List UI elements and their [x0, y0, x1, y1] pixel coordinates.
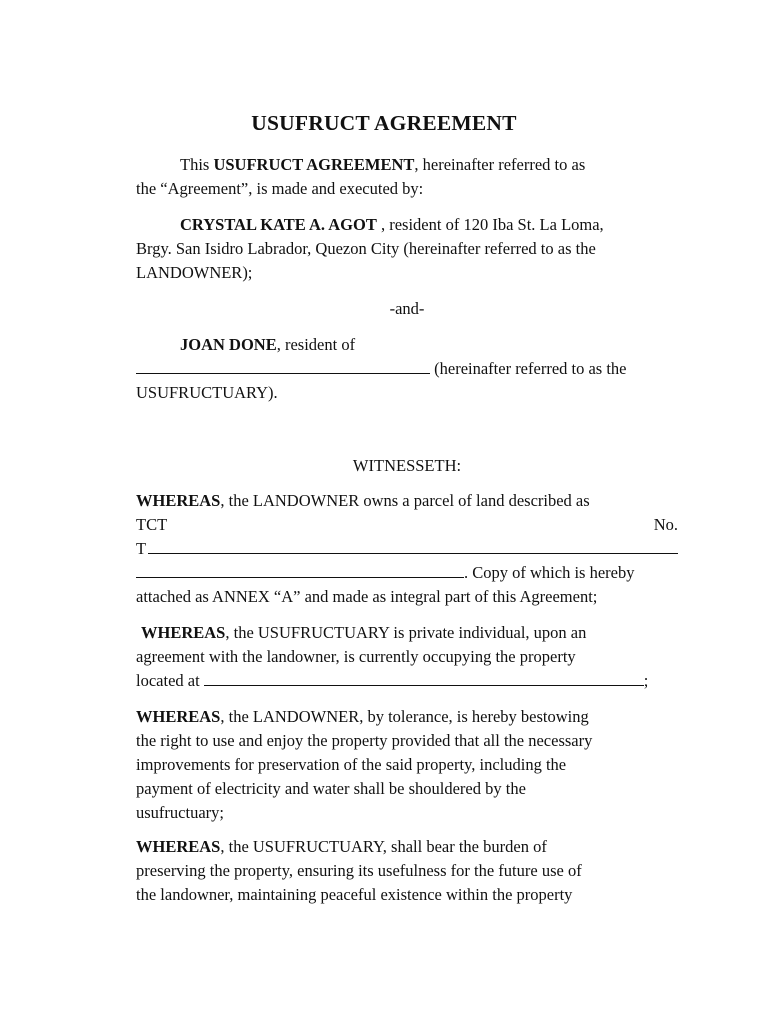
landowner-paragraph	[136, 213, 678, 285]
tct-number-blank	[148, 538, 678, 554]
semicolon: ;	[643, 671, 649, 690]
whereas-2-line-1	[136, 621, 678, 645]
whereas-1-keyword: WHEREAS	[136, 491, 221, 510]
whereas-1-paragraph	[136, 489, 678, 609]
tct-description-blank	[136, 562, 464, 578]
whereas-2-line-2: agreement with the landowner, is currently occupying the property	[136, 647, 576, 666]
landowner-name: CRYSTAL KATE A. AGOT	[180, 215, 377, 234]
whereas-4-paragraph	[136, 835, 678, 907]
and-separator: -and-	[389, 299, 425, 318]
intro-bold-title: USUFRUCT AGREEMENT	[213, 155, 415, 174]
whereas-2-paragraph	[136, 621, 678, 693]
landowner-address-start: , resident of 120 Iba St. La Loma,	[376, 215, 604, 234]
witnesseth-heading: WITNESSETH:	[352, 456, 462, 475]
landowner-line-2: Brgy. San Isidro Labrador, Quezon City (hereinafter referred to as the	[136, 239, 596, 258]
whereas-2-line-3	[136, 669, 678, 693]
whereas-1-line-4	[136, 561, 678, 585]
landowner-line-3: LANDOWNER);	[136, 263, 253, 282]
whereas-1-line-2	[136, 513, 678, 537]
usufructuary-resident-of: , resident of	[276, 335, 356, 354]
whereas-4-line-1	[136, 835, 678, 859]
landowner-line-1	[136, 213, 678, 237]
whereas-2-text: , the USUFRUCTUARY is private individual, upon an	[225, 623, 587, 642]
whereas-4-line-2: preserving the property, ensuring its usefulness for the future use of	[136, 861, 582, 880]
whereas-3-keyword: WHEREAS	[136, 707, 221, 726]
usufructuary-referred: (hereinafter referred to as the	[430, 359, 627, 378]
whereas-3-line-5: usufructuary;	[136, 803, 224, 822]
usufructuary-line-2	[136, 357, 678, 381]
no-label: No.	[653, 515, 678, 534]
whereas-3-text: , the LANDOWNER, by tolerance, is hereby bestowing	[220, 707, 589, 726]
intro-line-2: the “Agreement”, is made and executed by:	[136, 179, 424, 198]
usufructuary-line-3: USUFRUCTUARY).	[136, 383, 278, 402]
whereas-1-line-3	[136, 537, 678, 561]
usufructuary-paragraph	[136, 333, 678, 405]
copy-of-which	[464, 561, 678, 585]
usufructuary-line-1	[136, 333, 678, 357]
whereas-4-line-3: the landowner, maintaining peaceful existence within the property	[136, 885, 573, 904]
intro-prefix: This	[180, 155, 214, 174]
document-title: USUFRUCT AGREEMENT	[251, 111, 517, 135]
intro-line-1	[136, 153, 678, 177]
whereas-3-line-4: payment of electricity and water shall be shouldered by the	[136, 779, 526, 798]
whereas-2-keyword: WHEREAS	[141, 623, 226, 642]
copy-text: . Copy of which is hereby	[464, 563, 635, 582]
whereas-3-line-1	[136, 705, 678, 729]
whereas-1-line-1	[136, 489, 678, 513]
intro-paragraph	[136, 153, 678, 201]
whereas-3-line-2: the right to use and enjoy the property provided that all the necessary	[136, 731, 593, 750]
address-blank-line	[136, 358, 430, 374]
whereas-4-keyword: WHEREAS	[136, 837, 221, 856]
whereas-4-text: , the USUFRUCTUARY, shall bear the burden of	[220, 837, 547, 856]
whereas-1-line-5: attached as ANNEX “A” and made as integral part of this Agreement;	[136, 587, 598, 606]
tct-label: TCT	[136, 515, 168, 534]
whereas-3-line-3: improvements for preservation of the said property, including the	[136, 755, 567, 774]
t-prefix: T	[136, 539, 147, 558]
located-at: located at	[136, 671, 204, 690]
whereas-1-text: , the LANDOWNER owns a parcel of land described as	[220, 491, 590, 510]
intro-suffix: , hereinafter referred to as	[414, 155, 586, 174]
usufructuary-name: JOAN DONE	[180, 335, 277, 354]
whereas-3-paragraph	[136, 705, 678, 825]
location-blank	[204, 670, 644, 686]
